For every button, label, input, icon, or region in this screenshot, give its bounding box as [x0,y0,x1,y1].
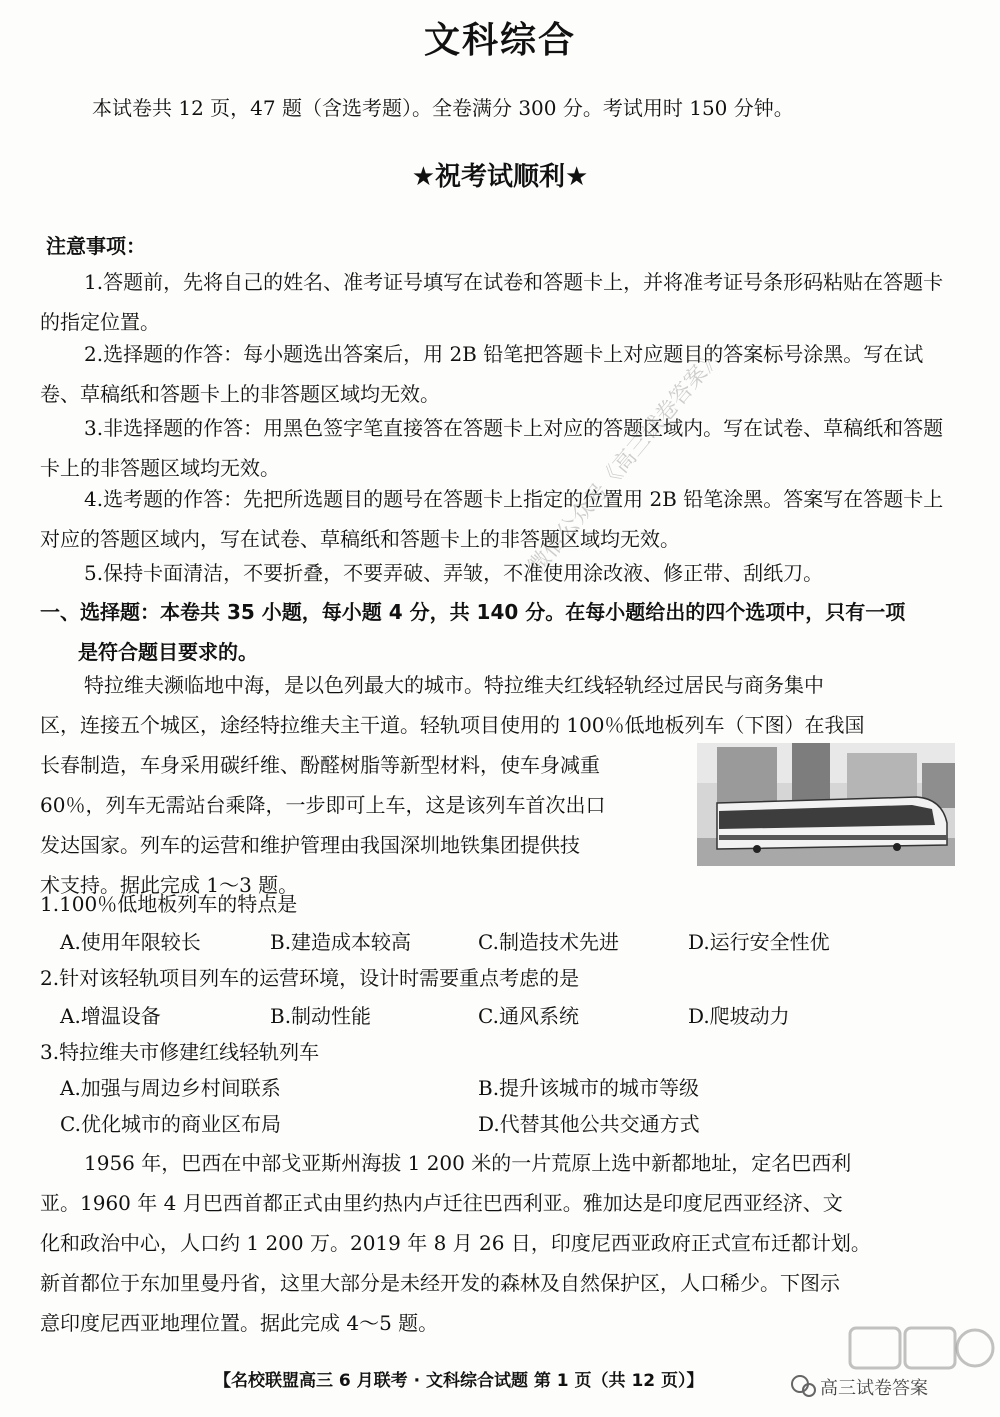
passage-line: 特拉维夫濒临地中海，是以色列最大的城市。特拉维夫红线轻轨经过居民与商务集中 [84,673,824,697]
q1-option-b: B.建造成本较高 [270,930,412,954]
corner-watermark-text: 高三试卷答案 [820,1378,928,1399]
notice-item: 2.选择题的作答：每小题选出答案后，用 2B 铅笔把答题卡上对应题目的答案标号涂黑。写在试卷、草稿纸和答题卡上的非答题区域均无效。 [40,342,924,406]
q2-option-a: A.增温设备 [60,1004,161,1028]
section-heading [40,592,962,672]
q1-option-c: C.制造技术先进 [478,930,619,954]
passage-line: 区，连接五个城区，途经特拉维夫主干道。轻轨项目使用的 100％低地板列车（下图）在我国 [40,713,865,737]
notice-item: 3.非选择题的作答：用黑色签字笔直接答在答题卡上对应的答题区域内。写在试卷、草稿纸和答题卡上的非答题区域均无效。 [40,416,944,480]
tram-photo [697,743,955,866]
good-luck-banner: ★祝考试顺利★ [411,162,589,192]
corner-watermark-logo [780,1322,995,1414]
question-2-stem: 2.针对该轻轨项目列车的运营环境，设计时需要重点考虑的是 [40,966,580,990]
q3-option-d: D.代替其他公共交通方式 [478,1112,700,1136]
q2-option-d: D.爬坡动力 [688,1004,790,1028]
passage-line: 化和政治中心，人口约 1 200 万。2019 年 8 月 26 日，印度尼西亚政府正式宣布迁都计划。 [40,1231,871,1255]
q3-option-a: A.加强与周边乡村间联系 [60,1076,281,1100]
passage-line: 意印度尼西亚地理位置。据此完成 4～5 题。 [40,1311,439,1335]
page-title: 文科综合 [423,20,576,61]
passage-line: 亚。1960 年 4 月巴西首都正式由里约热内卢迁往巴西利亚。雅加达是印度尼西亚经济、文 [40,1191,843,1215]
section-heading-line2: 是符合题目要求的。 [78,640,258,664]
diagonal-watermark: 微信公众号《高三试卷答案》 [523,344,727,580]
q3-option-b: B.提升该城市的城市等级 [478,1076,700,1100]
passage-line: 60％，列车无需站台乘降，一步即可上车，这是该列车首次出口 [40,793,606,817]
section-heading-line1: 一、选择题：本卷共 35 小题，每小题 4 分，共 140 分。在每小题给出的四个选项中，只有一项 [40,600,906,624]
passage-line: 发达国家。列车的运营和维护管理由我国深圳地铁集团提供技 [40,833,580,857]
passage-line: 长春制造，车身采用碳纤维、酚醛树脂等新型材料，使车身减重 [40,753,600,777]
q3-option-c: C.优化城市的商业区布局 [60,1112,281,1136]
q1-option-d: D.运行安全性优 [688,930,830,954]
passage-line: 术支持。据此完成 1～3 题。 [40,873,299,897]
q1-option-a: A.使用年限较长 [60,930,201,954]
notice-item: 4.选考题的作答：先把所选题目的题号在答题卡上指定的位置用 2B 铅笔涂黑。答案写在答题卡上对应的答题区域内，写在试卷、草稿纸和答题卡上的非答题区域均无效。 [40,487,944,551]
notice-heading: 注意事项： [46,234,146,258]
notice-item: 1.答题前，先将自己的姓名、准考证号填写在试卷和答题卡上，并将准考证号条形码粘贴在答题卡的指定位置。 [40,270,944,334]
passage-line: 1956 年，巴西在中部戈亚斯州海拔 1 200 米的一片荒原上选中新都地址，定名巴西利 [84,1151,852,1175]
passage-line: 新首都位于东加里曼丹省，这里大部分是未经开发的森林及自然保护区，人口稀少。下图示 [40,1271,840,1295]
exam-info: 本试卷共 12 页，47 题（含选考题）。全卷满分 300 分。考试用时 150 分钟。 [92,96,794,120]
question-1-stem: 1.100％低地板列车的特点是 [40,892,298,916]
passage-2 [40,1143,962,1343]
page-footer: 【名校联盟高三 6 月联考 · 文科综合试题 第 1 页（共 12 页）】 [214,1371,704,1391]
q2-option-b: B.制动性能 [270,1004,372,1028]
notice-item: 5.保持卡面清洁，不要折叠，不要弄破、弄皱，不准使用涂改液、修正带、刮纸刀。 [84,561,824,585]
question-3-stem: 3.特拉维夫市修建红线轻轨列车 [40,1040,320,1064]
q2-option-c: C.通风系统 [478,1004,579,1028]
